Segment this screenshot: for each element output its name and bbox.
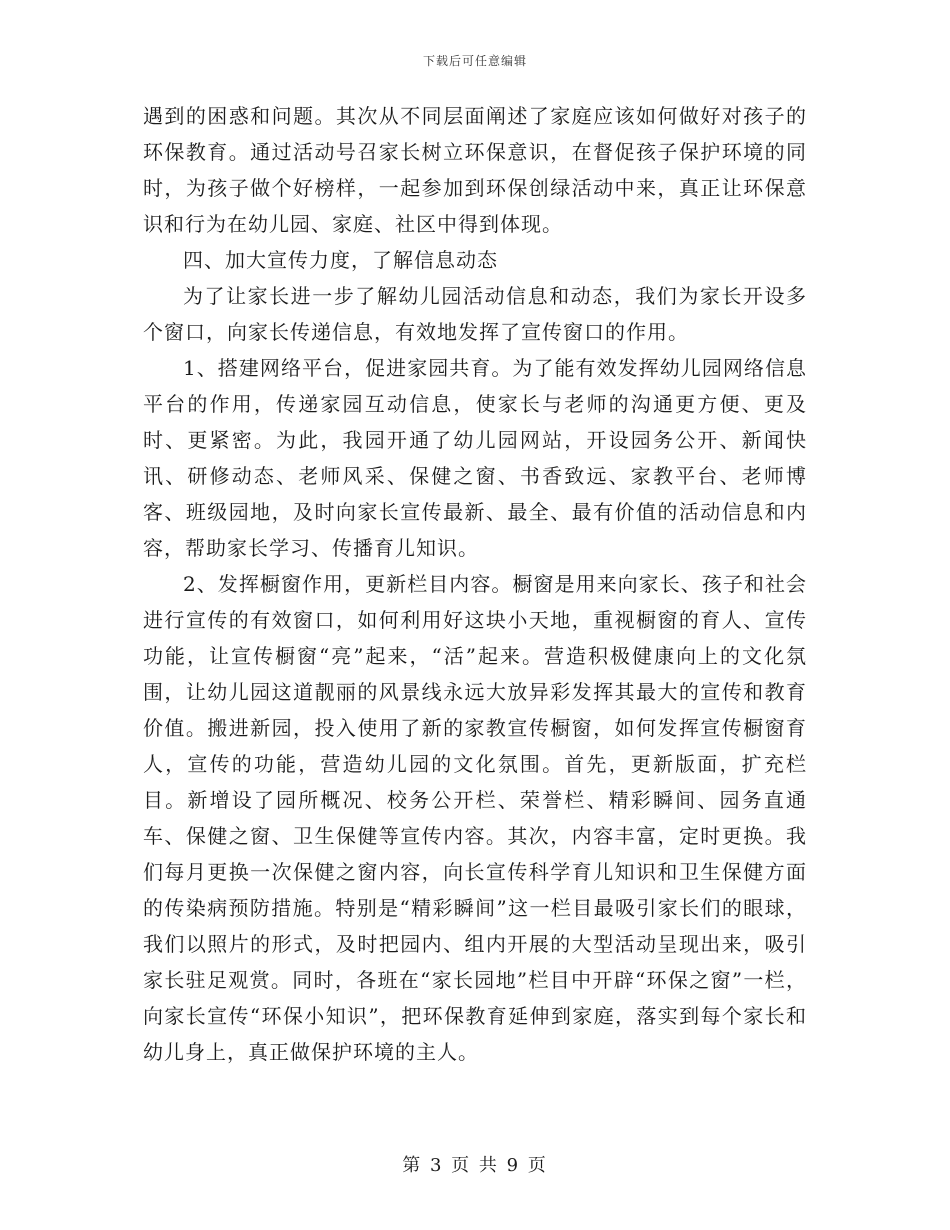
section-heading: 四、加大宣传力度，了解信息动态 [183, 248, 498, 272]
paragraph: 为了让家长进一步了解幼儿园活动信息和动态，我们为家长开设多个窗口，向家长传递信息，有效地发挥了宣传窗口的作用。 [143, 284, 807, 344]
paragraph: 1、搭建网络平台，促进家园共育。为了能有效发挥幼儿园网络信息平台的作用，传递家园互动信息，使家长与老师的沟通更方便、更及时、更紧密。为此，我园开通了幼儿园网站，开设园务公开、新闻快讯、研修动态、老师风采、保健之窗、书香致远、家教平台、老师博客、班级园地，及时向家长宣传最新、最全、最有价值的活动信息和内容，帮助家长学习、传播育儿知识。 [143, 356, 807, 560]
paragraph: 2、发挥橱窗作用，更新栏目内容。橱窗是用来向家长、孩子和社会进行宣传的有效窗口，如何利用好这块小天地，重视橱窗的育人、宣传功能，让宣传橱窗“亮”起来，“活”起来。营造积极健康向上的文化氛围，让幼儿园这道靓丽的风景线永远大放异彩发挥其最大的宣传和教育价值。搬进新园，投入使用了新的家教宣传橱窗，如何发挥宣传橱窗育人，宣传的功能，营造幼儿园的文化氛围。首先，更新版面，扩充栏目。新增设了园所概况、校务公开栏、荣誉栏、精彩瞬间、园务直通车、保健之窗、卫生保健等宣传内容。其次，内容丰富，定时更换。我们每月更换一次保健之窗内容，向长宣传科学育儿知识和卫生保健方面的传染病预防措施。特别是“精彩瞬间”这一栏目最吸引家长们的眼球，我们以照片的形式，及时把园内、组内开展的大型活动呈现出来，吸引家长驻足观赏。同时，各班在“家长园地”栏目中开辟“环保之窗”一栏，向家长宣传“环保小知识”，把环保教育延伸到家庭，落实到每个家长和幼儿身上，真正做保护环境的主人。 [143, 572, 807, 1064]
header-note: 下载后可任意编辑 [422, 54, 527, 68]
paragraph-continuation: 遇到的困惑和问题。其次从不同层面阐述了家庭应该如何做好对孩子的环保教育。通过活动号召家长树立环保意识，在督促孩子保护环境的同时，为孩子做个好榜样，一起参加到环保创绿活动中来，真正让环保意识和行为在幼儿园、家庭、社区中得到体现。 [143, 104, 807, 236]
document-body [143, 98, 807, 1070]
page-number: 第 3 页 共 9 页 [402, 1155, 548, 1176]
